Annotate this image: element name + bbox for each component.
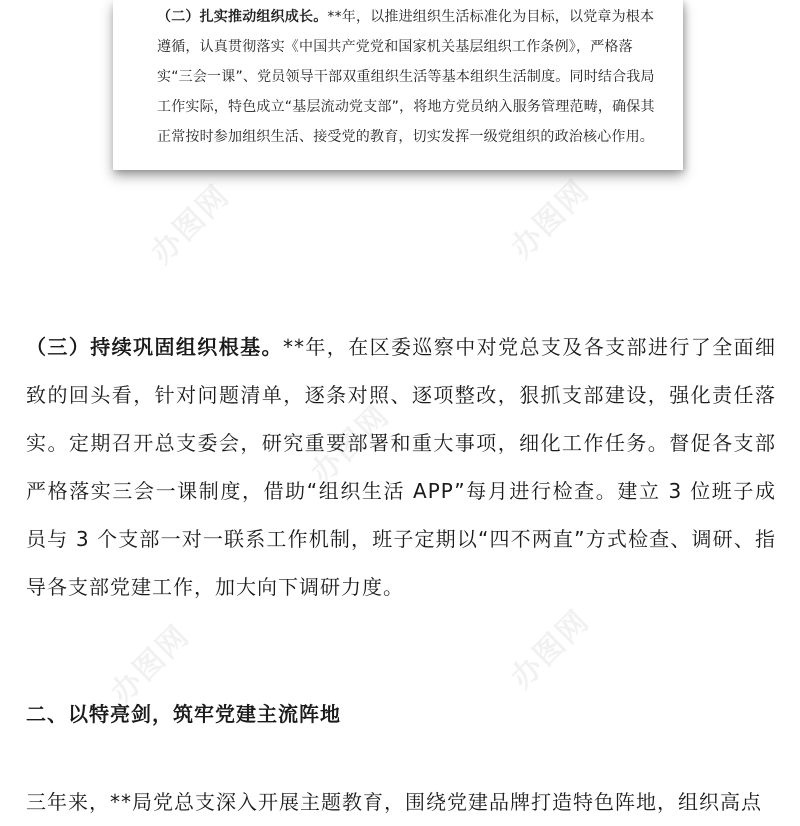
truncated-line: 三年来，**局党总支深入开展主题教育，围绕党建品牌打造特色阵地，组织高点 xyxy=(26,790,762,814)
section-2-heading: 二、以特亮剑，筑牢党建主流阵地 xyxy=(26,702,341,726)
section-3-lead: （三）持续巩固组织根基。 xyxy=(26,335,283,359)
card-lead: （二）扎实推动组织成长。 xyxy=(157,9,328,25)
document-excerpt-card xyxy=(113,0,683,170)
watermark: 办图网 xyxy=(504,173,597,266)
watermark: 办图网 xyxy=(304,398,397,491)
section-3-body: **年，在区委巡察中对党总支及各支部进行了全面细致的回头看，针对问题清单，逐条对照、逐项整改，狠抓支部建设，强化责任落实。定期召开总支委会，研究重要部署和重大事项，细化工作任务。督促各支部严格落实三会一课制度，借助“组织生活 APP”每月进行检查。建立 3 位班子成员与 3 个支部一对一联系工作机制，班子定期以“四不两直”方式检查、调研、指导各支部党建工作，加大向下调研力度。 xyxy=(26,335,777,599)
card-body: **年，以推进组织生活标准化为目标，以党章为根本遵循，认真贯彻落实《中国共产党党和国家机关基层组织工作条例》，严格落实“三会一课”、党员领导干部双重组织生活等基本组织生活制度。同时结合我局工作实际，特色成立“基层流动党支部”，将地方党员纳入服务管理范畴，确保其正常按时参加组织生活、接受党的教育，切实发挥一级党组织的政治核心作用。 xyxy=(157,9,655,145)
card-paragraph xyxy=(157,2,663,152)
watermark: 办图网 xyxy=(104,618,197,711)
section-3-paragraph xyxy=(26,323,776,611)
watermark: 办图网 xyxy=(504,603,597,696)
watermark: 办图网 xyxy=(144,178,237,271)
